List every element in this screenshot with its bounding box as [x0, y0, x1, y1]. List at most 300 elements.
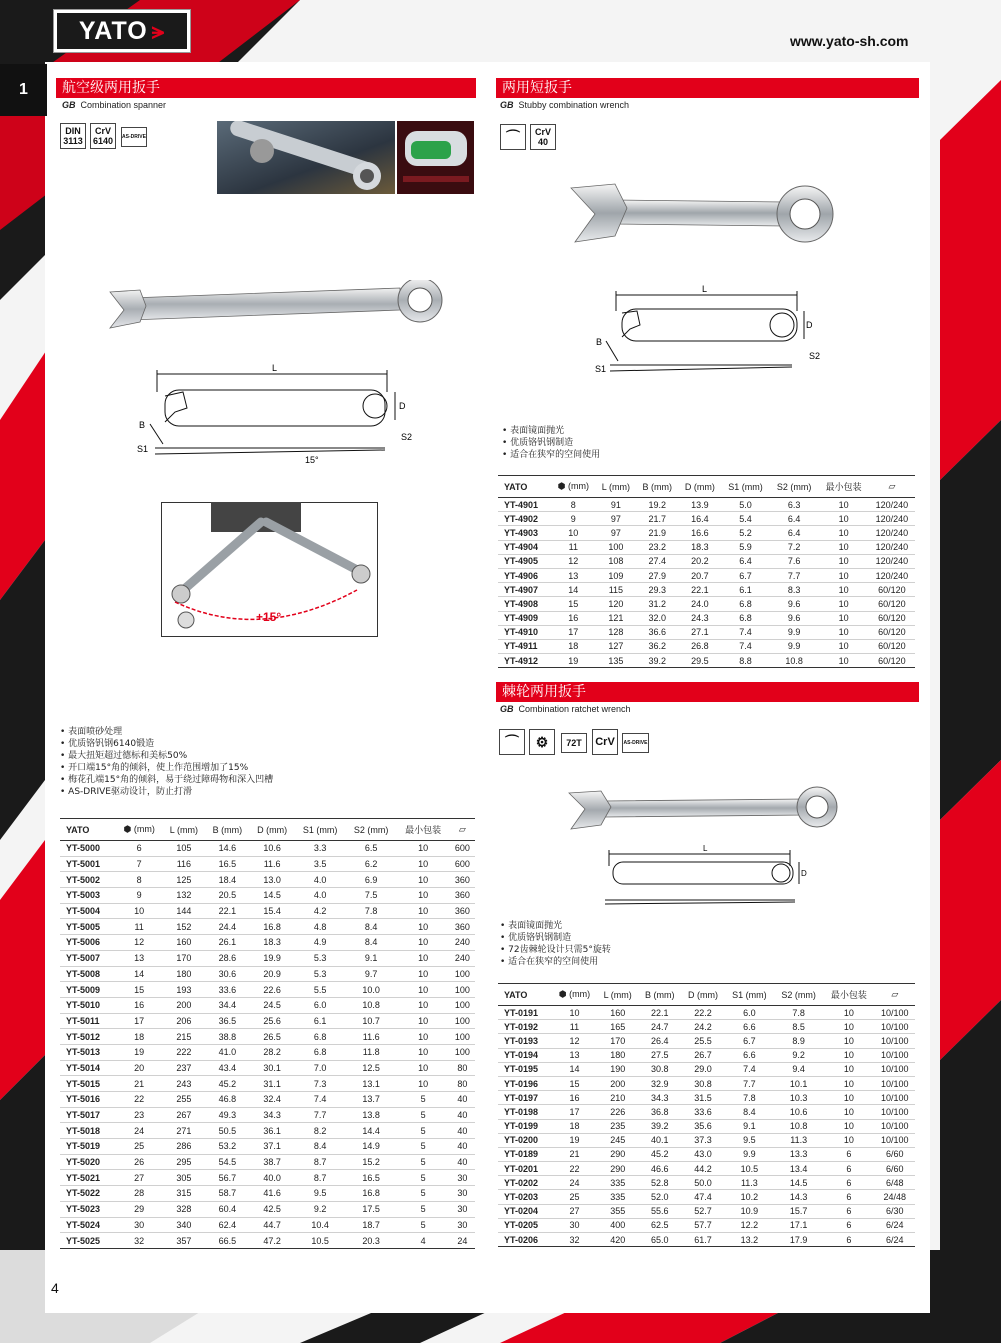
model-number-cell: YT-5023 — [60, 1201, 116, 1217]
table-cell: 25.6 — [250, 1013, 295, 1029]
table-cell: 200 — [597, 1076, 638, 1090]
table-cell: 10 — [823, 1076, 874, 1090]
table-row — [498, 611, 915, 625]
table-cell: 10 — [823, 1133, 874, 1147]
table-cell: 12 — [116, 935, 163, 951]
table-cell: 160 — [597, 1006, 638, 1020]
model-number-cell: YT-4910 — [498, 625, 551, 639]
table-cell: 30 — [116, 1217, 163, 1233]
table-row — [498, 1020, 915, 1034]
table-cell: 5 — [397, 1123, 450, 1139]
table-cell: 10 — [551, 526, 596, 540]
table-cell: 170 — [163, 950, 206, 966]
table-row — [498, 568, 915, 582]
table-cell: 13.1 — [346, 1076, 397, 1092]
table-cell: 27.4 — [636, 554, 678, 568]
table-cell: 100 — [450, 1013, 475, 1029]
as-drive-label: AS-DRIVE — [623, 740, 648, 746]
table-cell: 7.7 — [725, 1076, 774, 1090]
table-cell: 12 — [552, 1034, 597, 1048]
table-cell: 295 — [163, 1154, 206, 1170]
table-cell: 10/100 — [875, 1034, 915, 1048]
model-number-cell: YT-5002 — [60, 872, 116, 888]
table-cell: 18.3 — [250, 935, 295, 951]
table-cell: 19 — [116, 1044, 163, 1060]
table-cell: 10 — [397, 950, 450, 966]
table-cell: 7.4 — [725, 1062, 774, 1076]
table-cell: 26.8 — [678, 639, 721, 653]
model-number-cell: YT-0198 — [498, 1105, 552, 1119]
model-number-cell: YT-4906 — [498, 568, 551, 582]
table-cell: 5.5 — [295, 982, 346, 998]
table-cell: 13.0 — [250, 872, 295, 888]
table-cell: 21 — [552, 1147, 597, 1161]
table-cell: 400 — [597, 1218, 638, 1232]
table-row — [60, 935, 475, 951]
table-cell: 60.4 — [205, 1201, 249, 1217]
table-cell: 23 — [116, 1107, 163, 1123]
table-cell: 100 — [596, 540, 637, 554]
table-row — [498, 654, 915, 668]
table-cell: 26.7 — [681, 1048, 725, 1062]
table-cell: 15 — [551, 597, 596, 611]
table-cell: 32.4 — [250, 1092, 295, 1108]
table-cell: 7.4 — [721, 625, 770, 639]
table-cell: 21.7 — [636, 512, 678, 526]
table-cell: 22.1 — [678, 583, 721, 597]
table-cell: 10 — [397, 1060, 450, 1076]
table-cell: 22 — [552, 1162, 597, 1176]
crv-number: 6140 — [92, 136, 114, 146]
table-cell: 36.2 — [636, 639, 678, 653]
box-icon: ▱ — [875, 984, 915, 1006]
table-cell: 46.8 — [205, 1092, 249, 1108]
table-row — [498, 625, 915, 639]
table-cell: 36.5 — [205, 1013, 249, 1029]
table-cell: 10.4 — [295, 1217, 346, 1233]
feature-item: • 适合在狭窄的空间使用 — [502, 449, 600, 461]
table-row — [498, 1147, 915, 1161]
website-url: www.yato-sh.com — [790, 33, 909, 49]
table-cell: 40.0 — [250, 1170, 295, 1186]
table-cell: 28 — [116, 1186, 163, 1202]
table-cell: 52.8 — [638, 1176, 681, 1190]
table-cell: 14.3 — [774, 1190, 823, 1204]
table-cell: 200 — [163, 997, 206, 1013]
table-cell: 30 — [552, 1218, 597, 1232]
table-cell: 24 — [116, 1123, 163, 1139]
table-cell: 15 — [116, 982, 163, 998]
d-column-header: D (mm) — [681, 984, 725, 1006]
table-cell: 10 — [397, 856, 450, 872]
table-cell: 127 — [596, 639, 637, 653]
l-column-header: L (mm) — [596, 476, 637, 498]
table-cell: 6.8 — [721, 611, 770, 625]
feature-item: • 优质铬钒钢6140锻造 — [60, 738, 273, 750]
table-cell: 10 — [397, 1013, 450, 1029]
feature-item: • 优质铬钒钢制造 — [502, 437, 600, 449]
table-cell: 135 — [596, 654, 637, 668]
model-number-cell: YT-0195 — [498, 1062, 552, 1076]
table-cell: 19.9 — [250, 950, 295, 966]
table-cell: 13.9 — [678, 498, 721, 512]
ratchet-wrench-image — [565, 785, 845, 833]
table-cell: 360 — [450, 919, 475, 935]
dim-S2: S2 — [401, 432, 413, 442]
stubby-wrench-spec-table — [498, 475, 915, 668]
table-cell: 6 — [823, 1162, 874, 1176]
dim-D: D — [806, 320, 813, 330]
table-cell: 10.0 — [346, 982, 397, 998]
model-number-cell: YT-5011 — [60, 1013, 116, 1029]
table-cell: 10/100 — [875, 1105, 915, 1119]
table-cell: 16.5 — [205, 856, 249, 872]
ratchet-wrench-spec-table — [498, 983, 915, 1247]
table-cell: 45.2 — [638, 1147, 681, 1161]
table-cell: 7.5 — [346, 888, 397, 904]
model-number-cell: YT-0202 — [498, 1176, 552, 1190]
table-cell: 7.8 — [346, 903, 397, 919]
table-row — [498, 512, 915, 526]
table-cell: 16 — [551, 611, 596, 625]
model-number-cell: YT-5016 — [60, 1092, 116, 1108]
table-cell: 40.1 — [638, 1133, 681, 1147]
table-cell: 7.0 — [295, 1060, 346, 1076]
model-number-cell: YT-5000 — [60, 841, 116, 857]
table-cell: 36.1 — [250, 1123, 295, 1139]
usage-photo — [217, 121, 395, 194]
table-cell: 11.3 — [774, 1133, 823, 1147]
table-cell: 222 — [163, 1044, 206, 1060]
table-row — [60, 1233, 475, 1249]
table-cell: 193 — [163, 982, 206, 998]
gb-label: GB — [500, 100, 514, 110]
table-cell: 6 — [823, 1204, 874, 1218]
table-cell: 4.0 — [295, 888, 346, 904]
table-cell: 16.8 — [250, 919, 295, 935]
table-cell: 243 — [163, 1076, 206, 1092]
table-cell: 27 — [552, 1204, 597, 1218]
table-cell: 97 — [596, 512, 637, 526]
table-cell: 30 — [450, 1170, 475, 1186]
table-row — [498, 639, 915, 653]
table-cell: 25.5 — [681, 1034, 725, 1048]
table-cell: 10/100 — [875, 1020, 915, 1034]
model-number-cell: YT-0200 — [498, 1133, 552, 1147]
table-cell: 9 — [551, 512, 596, 526]
model-number-cell: YT-0204 — [498, 1204, 552, 1218]
table-cell: 4.2 — [295, 903, 346, 919]
table-cell: 15 — [552, 1076, 597, 1090]
table-cell: 105 — [163, 841, 206, 857]
table-cell: 10 — [818, 568, 868, 582]
dim-L: L — [702, 284, 708, 294]
model-number-cell: YT-5022 — [60, 1186, 116, 1202]
table-cell: 35.6 — [681, 1119, 725, 1133]
table-cell: 190 — [597, 1062, 638, 1076]
table-cell: 24.4 — [205, 919, 249, 935]
table-cell: 16.5 — [346, 1170, 397, 1186]
table-cell: 108 — [596, 554, 637, 568]
section-subtitle — [500, 704, 631, 714]
table-cell: 54.5 — [205, 1154, 249, 1170]
table-cell: 109 — [596, 568, 637, 582]
table-cell: 14 — [551, 583, 596, 597]
table-cell: 30.8 — [638, 1062, 681, 1076]
table-cell: 11 — [551, 540, 596, 554]
feature-item: • 开口端15°角的倾斜，使上作范围增加了15% — [60, 762, 273, 774]
nut-icon: ⬢ — [558, 989, 567, 999]
table-cell: 36.8 — [638, 1105, 681, 1119]
brand-column-header: YATO — [498, 984, 552, 1006]
model-number-cell: YT-0192 — [498, 1020, 552, 1034]
table-cell: 14 — [116, 966, 163, 982]
table-cell: 6.0 — [725, 1006, 774, 1020]
table-cell: 60/120 — [869, 611, 915, 625]
din-number: 3113 — [63, 136, 83, 146]
table-row — [498, 1105, 915, 1119]
table-cell: 34.3 — [250, 1107, 295, 1123]
feature-item: • 表面镜面抛光 — [502, 425, 600, 437]
s1-column-header: S1 (mm) — [725, 984, 774, 1006]
table-cell: 18.3 — [678, 540, 721, 554]
table-cell: 6.4 — [721, 554, 770, 568]
feature-item: • 优质铬钒钢制造 — [500, 932, 611, 944]
table-cell: 37.3 — [681, 1133, 725, 1147]
combination-spanner-spec-table — [60, 818, 475, 1249]
model-number-cell: YT-4908 — [498, 597, 551, 611]
table-cell: 33.6 — [205, 982, 249, 998]
table-cell: 17 — [552, 1105, 597, 1119]
table-cell: 6.5 — [346, 841, 397, 857]
table-cell: 5 — [397, 1092, 450, 1108]
table-cell: 43.0 — [681, 1147, 725, 1161]
table-cell: 20.3 — [346, 1233, 397, 1249]
table-cell: 170 — [597, 1034, 638, 1048]
table-cell: 24.3 — [678, 611, 721, 625]
table-cell: 10 — [397, 1076, 450, 1092]
table-cell: 26.4 — [638, 1034, 681, 1048]
table-cell: 10 — [397, 919, 450, 935]
table-cell: 6.8 — [295, 1044, 346, 1060]
table-cell: 180 — [597, 1048, 638, 1062]
table-cell: 10 — [818, 611, 868, 625]
table-cell: 8.4 — [346, 935, 397, 951]
table-cell: 10/100 — [875, 1119, 915, 1133]
table-row — [498, 1062, 915, 1076]
table-row — [498, 540, 915, 554]
table-cell: 97 — [596, 526, 637, 540]
table-cell: 8.4 — [725, 1105, 774, 1119]
table-cell: 32.0 — [636, 611, 678, 625]
table-cell: 10 — [823, 1048, 874, 1062]
table-cell: 4.0 — [295, 872, 346, 888]
table-cell: 53.2 — [205, 1139, 249, 1155]
feature-item: • 适合在狭窄的空间使用 — [500, 956, 611, 968]
feature-item: • 72齿棘轮设计只需5°旋转 — [500, 944, 611, 956]
model-number-cell: YT-0201 — [498, 1162, 552, 1176]
table-cell: 50.0 — [681, 1176, 725, 1190]
min-pack-column-header: 最小包装 — [823, 984, 874, 1006]
table-cell: 61.7 — [681, 1233, 725, 1247]
stubby-feature-list — [502, 425, 600, 461]
left-feature-list — [60, 726, 273, 798]
table-cell: 16.6 — [678, 526, 721, 540]
table-cell: 41.0 — [205, 1044, 249, 1060]
section-subtitle — [62, 100, 166, 110]
table-cell: 17.1 — [774, 1218, 823, 1232]
table-cell: 80 — [450, 1076, 475, 1092]
table-cell: 5 — [397, 1139, 450, 1155]
table-cell: 18 — [552, 1119, 597, 1133]
table-cell: 12 — [551, 554, 596, 568]
nut-icon: ⬢ — [123, 824, 132, 834]
table-cell: 100 — [450, 1029, 475, 1045]
table-cell: 16 — [552, 1091, 597, 1105]
model-number-cell: YT-4912 — [498, 654, 551, 668]
feature-item: • AS-DRIVE驱动设计，防止打滑 — [60, 786, 273, 798]
table-cell: 9.9 — [770, 639, 819, 653]
table-cell: 60/120 — [869, 639, 915, 653]
angle-label: +15° — [256, 610, 282, 624]
table-cell: 120 — [596, 597, 637, 611]
table-cell: 600 — [450, 841, 475, 857]
table-cell: 10 — [818, 512, 868, 526]
model-number-cell: YT-4901 — [498, 498, 551, 512]
table-cell: 5.4 — [721, 512, 770, 526]
table-cell: 6 — [823, 1190, 874, 1204]
table-row — [498, 1091, 915, 1105]
crv-number: 40 — [537, 137, 548, 147]
table-cell: 9 — [116, 888, 163, 904]
table-cell: 80 — [450, 1060, 475, 1076]
s1-column-header: S1 (mm) — [295, 819, 346, 841]
table-cell: 6/48 — [875, 1176, 915, 1190]
table-cell: 420 — [597, 1233, 638, 1247]
table-cell: 10/100 — [875, 1076, 915, 1090]
table-cell: 120/240 — [869, 526, 915, 540]
table-cell: 335 — [597, 1176, 638, 1190]
table-cell: 9.9 — [770, 625, 819, 639]
table-cell: 52.0 — [638, 1190, 681, 1204]
table-cell: 290 — [597, 1162, 638, 1176]
model-number-cell: YT-5005 — [60, 919, 116, 935]
table-cell: 10 — [818, 583, 868, 597]
table-cell: 121 — [596, 611, 637, 625]
model-number-cell: YT-0206 — [498, 1233, 552, 1247]
table-cell: 305 — [163, 1170, 206, 1186]
model-number-cell: YT-5012 — [60, 1029, 116, 1045]
table-cell: 10 — [823, 1006, 874, 1020]
size-column-label: (mm) — [133, 824, 155, 834]
table-row — [498, 1218, 915, 1232]
table-cell: 328 — [163, 1201, 206, 1217]
table-cell: 15.4 — [250, 903, 295, 919]
table-cell: 5 — [397, 1186, 450, 1202]
table-cell: 340 — [163, 1217, 206, 1233]
table-row — [60, 1107, 475, 1123]
table-cell: 29.3 — [636, 583, 678, 597]
table-row — [498, 554, 915, 568]
table-cell: 7.4 — [721, 639, 770, 653]
model-number-cell: YT-0194 — [498, 1048, 552, 1062]
model-number-cell: YT-5003 — [60, 888, 116, 904]
model-number-cell: YT-5018 — [60, 1123, 116, 1139]
model-number-cell: YT-5013 — [60, 1044, 116, 1060]
table-cell: 6.1 — [295, 1013, 346, 1029]
spanner-dimension-diagram — [135, 362, 425, 467]
table-cell: 9.4 — [774, 1062, 823, 1076]
table-cell: 132 — [163, 888, 206, 904]
page-number: 4 — [51, 1280, 59, 1296]
table-cell: 39.2 — [638, 1119, 681, 1133]
table-cell: 60/120 — [869, 625, 915, 639]
dim-D: D — [801, 869, 807, 878]
s2-column-header: S2 (mm) — [774, 984, 823, 1006]
table-cell: 29.0 — [681, 1062, 725, 1076]
table-cell: 10 — [818, 597, 868, 611]
table-cell: 6 — [823, 1147, 874, 1161]
model-number-cell: YT-4902 — [498, 512, 551, 526]
table-cell: 12.5 — [346, 1060, 397, 1076]
table-row — [60, 1076, 475, 1092]
table-cell: 17.5 — [346, 1201, 397, 1217]
table-cell: 10 — [397, 966, 450, 982]
table-cell: 11.3 — [725, 1176, 774, 1190]
table-row — [498, 526, 915, 540]
table-cell: 10 — [818, 554, 868, 568]
model-number-cell: YT-5009 — [60, 982, 116, 998]
wrench-badge-icon: ⌒ — [499, 729, 525, 755]
subtitle-text: Combination ratchet wrench — [518, 704, 631, 714]
table-cell: 6/24 — [875, 1233, 915, 1247]
table-cell: 120/240 — [869, 554, 915, 568]
table-cell: 315 — [163, 1186, 206, 1202]
table-cell: 52.7 — [681, 1204, 725, 1218]
table-cell: 8 — [551, 498, 596, 512]
table-cell: 42.5 — [250, 1201, 295, 1217]
model-number-cell: YT-5017 — [60, 1107, 116, 1123]
table-cell: 20 — [116, 1060, 163, 1076]
table-cell: 14.9 — [346, 1139, 397, 1155]
table-cell: 125 — [163, 872, 206, 888]
table-cell: 31.5 — [681, 1091, 725, 1105]
table-cell: 11 — [116, 919, 163, 935]
model-number-cell: YT-0196 — [498, 1076, 552, 1090]
table-cell: 165 — [597, 1020, 638, 1034]
table-cell: 60/120 — [869, 583, 915, 597]
table-cell: 30 — [450, 1217, 475, 1233]
table-cell: 6.7 — [721, 568, 770, 582]
table-cell: 6.1 — [721, 583, 770, 597]
table-cell: 14 — [552, 1062, 597, 1076]
din-label: DIN — [65, 126, 81, 136]
table-cell: 31.2 — [636, 597, 678, 611]
section-title-ratchet-wrench: 棘轮两用扳手 — [496, 682, 919, 702]
table-cell: 6 — [823, 1233, 874, 1247]
table-cell: 6.0 — [295, 997, 346, 1013]
table-cell: 33.6 — [681, 1105, 725, 1119]
yato-logo — [54, 10, 190, 52]
table-cell: 10.3 — [774, 1091, 823, 1105]
table-cell: 55.6 — [638, 1204, 681, 1218]
table-cell: 10/100 — [875, 1048, 915, 1062]
table-cell: 34.4 — [205, 997, 249, 1013]
table-cell: 10.8 — [346, 997, 397, 1013]
table-cell: 100 — [450, 966, 475, 982]
table-cell: 19.2 — [636, 498, 678, 512]
table-cell: 5 — [397, 1170, 450, 1186]
